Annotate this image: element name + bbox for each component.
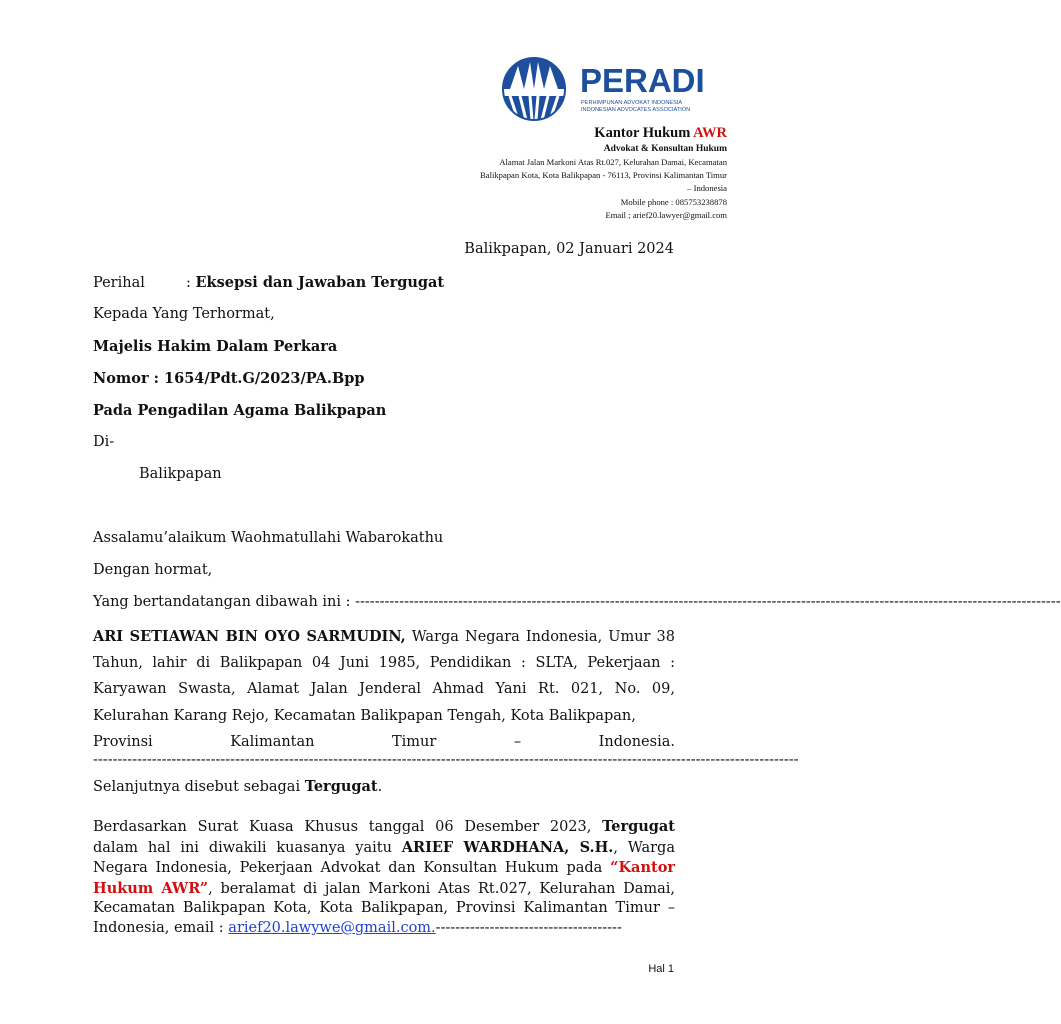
signed-intro-text: Yang bertandatangan dibawah ini : bbox=[93, 594, 356, 610]
subject-line bbox=[93, 274, 444, 291]
peradi-emblem-icon bbox=[500, 56, 732, 126]
kuasa-tail-dashes: -------------------------------------- bbox=[435, 919, 622, 936]
peradi-logo bbox=[500, 56, 732, 126]
recipient-line-1: Majelis Hakim Dalam Perkara bbox=[93, 338, 338, 355]
party-last-word-5: Indonesia. bbox=[598, 733, 675, 750]
referred-end: . bbox=[377, 779, 383, 795]
kuasa-text-3: , Warga Negara Indonesia, Pekerjaan Advokat dan Konsultan Hukum pada bbox=[93, 839, 675, 877]
phone-line: Mobile phone : 085753238878 bbox=[620, 196, 727, 207]
address-line-3: – Indonesia bbox=[687, 183, 727, 194]
letter-date: Balikpapan, 02 Januari 2024 bbox=[464, 241, 674, 257]
recipient-city: Balikpapan bbox=[139, 466, 222, 482]
party-paragraph bbox=[93, 624, 675, 755]
logo-wordmark: PERADI bbox=[580, 62, 705, 99]
recipient-di: Di- bbox=[93, 434, 115, 450]
party-last-word-3: Timur bbox=[392, 733, 437, 750]
salam: Assalamu’alaikum Waohmatullahi Wabarokathu bbox=[93, 530, 444, 546]
email-line: Email ; arief20.lawyer@gmail.com bbox=[605, 209, 727, 220]
referred-line bbox=[93, 778, 382, 795]
dash-filler: ------------------------------------------------------------------------------------------------------------------------------------------------ bbox=[355, 594, 1061, 610]
attorney-name: ARIEF WARDHANA, S.H. bbox=[401, 838, 614, 856]
referred-role: Tergugat bbox=[304, 778, 378, 795]
referred-text: Selanjutnya disebut sebagai bbox=[93, 779, 305, 795]
kuasa-role: Tergugat bbox=[602, 818, 675, 835]
signed-intro-line bbox=[93, 594, 1061, 610]
separator-dashes: ------------------------------------------------------------------------------------------------------------------------------------------------ bbox=[93, 752, 799, 768]
law-firm-name: “Kantor Hukum AWR” bbox=[93, 859, 675, 897]
greeting-hormat: Dengan hormat, bbox=[93, 562, 213, 578]
attorney-email-link[interactable]: arief20.lawywe@gmail.com. bbox=[228, 919, 436, 936]
party-last-word-4: – bbox=[513, 733, 522, 750]
firm-name-suffix: AWR bbox=[693, 125, 727, 141]
kuasa-text-2: dalam hal ini diwakili kuasanya yaitu bbox=[93, 839, 402, 856]
logo-subtitle-id: PERHIMPUNAN ADVOKAT INDONESIA bbox=[581, 100, 683, 106]
firm-subtitle: Advokat & Konsultan Hukum bbox=[603, 144, 727, 154]
logo-subtitle-en: INDONESIAN ADVOCATES ASSOCIATION bbox=[581, 107, 691, 113]
recipient-line-3: Pada Pengadilan Agama Balikpapan bbox=[93, 402, 387, 419]
recipient-line-2: Nomor : 1654/Pdt.G/2023/PA.Bpp bbox=[93, 370, 365, 387]
recipient-greeting: Kepada Yang Terhormat, bbox=[93, 306, 275, 322]
address-line-2: Balikpapan Kota, Kota Balikpapan - 76113, Provinsi Kalimantan Timur bbox=[480, 170, 727, 181]
party-name: ARI SETIAWAN BIN OYO SARMUDIN, bbox=[93, 628, 406, 645]
subject-value: Eksepsi dan Jawaban Tergugat bbox=[195, 274, 445, 291]
address-line-1: Alamat Jalan Markoni Atas Rt.027, Kelurahan Damai, Kecamatan bbox=[499, 157, 727, 167]
party-last-word-2: Kalimantan bbox=[230, 733, 315, 750]
firm-name bbox=[407, 124, 727, 142]
subject-separator: : bbox=[186, 275, 196, 291]
kuasa-text-4: , beralamat di jalan Markoni Atas Rt.027, Kelurahan Damai, Kecamatan Balikpapan Kota, Kota Balikpapan, Provinsi Kalimantan Timur – Indonesia, email : bbox=[93, 880, 675, 936]
page-number: Hal 1 bbox=[648, 963, 674, 975]
party-description: Warga Negara Indonesia, Umur 38 Tahun, lahir di Balikpapan 04 Juni 1985, Pendidikan : SLTA, Pekerjaan : Karyawan Swasta, Alamat Jalan Jenderal Ahmad Yani Rt. 021, No. 09, Kelurahan Karang Rejo, Kecamatan Balikpapan Tengah, Kota Balikpapan, bbox=[93, 629, 676, 724]
party-last-word-1: Provinsi bbox=[93, 733, 153, 750]
letterhead bbox=[407, 124, 727, 222]
subject-label: Perihal bbox=[93, 275, 145, 291]
kuasa-text-1: Berdasarkan Surat Kuasa Khusus tanggal 06 Desember 2023, bbox=[93, 819, 603, 835]
power-of-attorney-paragraph bbox=[93, 817, 675, 939]
firm-name-text: Kantor Hukum bbox=[594, 125, 691, 141]
